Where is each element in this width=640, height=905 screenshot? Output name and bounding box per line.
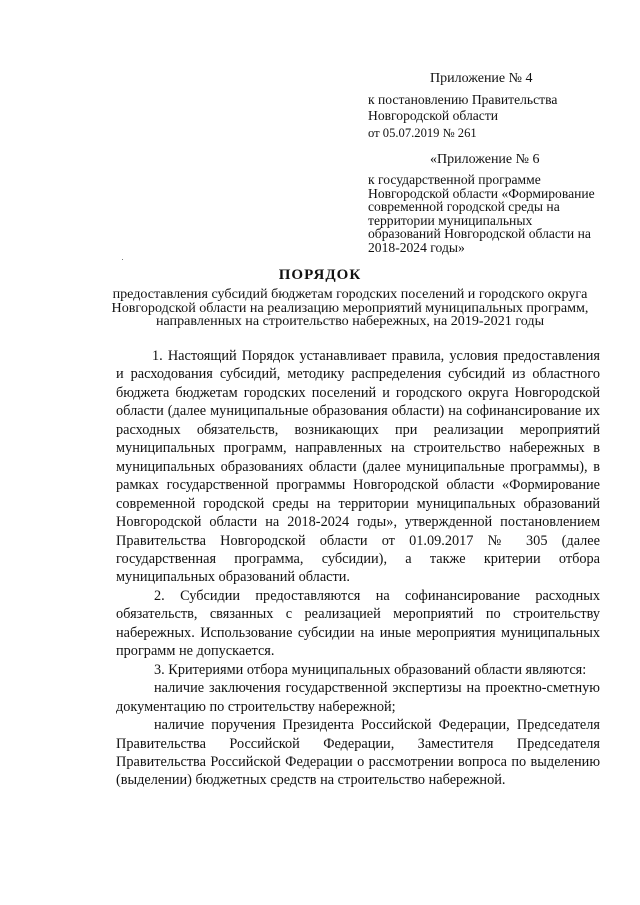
appendix-4-date: от 05.07.2019 № 261 — [368, 126, 477, 140]
appendix-4-line-1: к постановлению Правительства — [368, 92, 558, 107]
scan-speck — [122, 259, 123, 260]
paragraph-1: 1. Настоящий Порядок устанавливает правила, условия предоставления и расходования субсидий, методику распределения субсидий из областного бюджета бюджетам городских поселений и городского округа Новгородской области (далее муниципальные образования области) на софинансирование их расходных обязательств, возникающих при реализации мероприятий муниципальных программ, направленных на строительство набережных в муниципальных образованиях области (далее муниципальные программы), в рамках государственной программы Новгородской области «Формирование современной городской среды на территории муниципальных образований Новгородской области на 2018-2024 годы», утвержденной постановлением Правительства Новгородской области от 01.09.2017 № 305 (далее государственная программа, субсидии), а также критерии отбора муниципальных образований области. — [116, 348, 600, 586]
appendix-6-title: «Приложение № 6 — [430, 152, 540, 167]
paragraph-3: 3. Критериями отбора муниципальных образований области являются: — [154, 661, 587, 678]
appendix-4-header — [368, 71, 598, 141]
paragraph-criterion-1: наличие заключения государственной экспертизы на проектно-сметную документацию по строительству набережной; — [116, 680, 600, 715]
appendix-6-header — [368, 152, 598, 255]
appendix-4-title: Приложение № 4 — [430, 71, 533, 86]
paragraph-criterion-2: наличие поручения Президента Российской Федерации, Председателя Правительства Российской Федерации, Заместителя Председателя Правительства Российской Федерации о рассмотрении вопроса по выделению (выделении) бюджетных средств на строительство набережной. — [116, 717, 600, 789]
document-body — [116, 347, 600, 790]
appendix-4-line-2: Новгородской области — [368, 108, 499, 123]
paragraph-2: 2. Субсидии предоставляются на софинансирование расходных обязательств, связанных с реализацией мероприятий по строительству набережных. Использование субсидии на иные мероприятия муниципальных программ не допускается. — [116, 587, 600, 660]
document-subtitle: предоставления субсидий бюджетам городских поселений и городского округа Новгородской области на реализацию мероприятий муниципальных программ, направленных на строительство набережных, на 2019-2021 годы — [111, 286, 589, 330]
appendix-6-text: к государственной программе Новгородской области «Формирование современной городской среды на территории муниципальных образований Новгородской области на 2018-2024 годы» — [368, 172, 595, 255]
document-title: ПОРЯДОК — [278, 267, 362, 283]
